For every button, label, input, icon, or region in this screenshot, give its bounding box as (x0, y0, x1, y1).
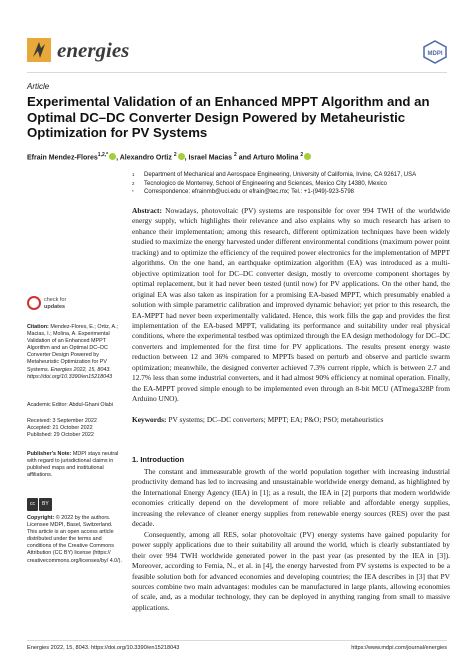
author-name[interactable]: Efrain Mendez-Flores (27, 154, 98, 162)
publisher-note: Publisher’s Note: MDPI stays neutral with regard to jurisdictional claims in published maps and institutional affiliations. (27, 451, 119, 479)
author-list: Efrain Mendez-Flores$^{1,2,*}$ , Alexandro Ortiz $^2$ , Israel Macias $^2$ and Arturo Molina $^2$ (27, 150, 447, 163)
article-type: Article (27, 82, 50, 91)
author-name[interactable]: Israel Macias (188, 154, 233, 162)
cc-by-badge[interactable]: cc BY (27, 498, 123, 511)
author-name[interactable]: Arturo Molina (252, 154, 299, 162)
mdpi-logo-icon (423, 40, 447, 64)
paragraph: The constant and immeasurable growth of the world population together with increasing industrial productivity demand has led to increasing and unsustainable worldwide energy demand, as highlighted by the International Energy Agency (IEA) in [1]; as a result, the IEA in [2] purports that modern worldwide economies critically depend on the development of more reliable and affordable energy supplies, increasing the relevance of cleaner energy supplies from renewable energy sources (RES) over the past decade. (132, 467, 450, 529)
abstract-label: Abstract: (132, 206, 162, 215)
abstract (132, 206, 450, 405)
journal-name: energies (57, 38, 130, 62)
paper-title: Experimental Validation of an Enhanced MPPT Algorithm and an Optimal DC–DC Converter Design Powered by Metaheuristic Optimization for PV Systems (27, 94, 430, 140)
section-heading: 1. Introduction (132, 455, 185, 464)
dates-block (27, 418, 123, 439)
abstract-text: Nowadays, photovoltaic (PV) systems are responsible for over 994 TWH of the worldwide energy supply, which highlights their relevance and also explains why so much research has arisen to enhance their implementation; among this research, different optimization techniques have been widely studied to maximize the energy harvested under different environmental conditions (maximum power point tracking) and to optimize the efficiency of the required power electronics for the implementation of MPPT algorithms. On the one hand, an earthquake optimization algorithm (EA) was introduced as a multi-objective optimization tool for DC–DC converter design, mostly to overcome component shortages by optimal replacement, but it had never been tested (until now) for PV applications. On the other hand, the original EA was also taken as inspiration for a promising EA-based MPPT, which presumably enabled a solution with simple parametric calibration and improved dynamic behavior; yet prior to this research, the EA-MPPT had never been experimentally validated. Hence, this work fills the gap and provides the first implementation of the EA-based MPPT, validating its performance and suitability under real physical conditions, where the experimental testbed was optimized through the EA design methodology for DC–DC converters and implemented for the first time for PV applications. The results present energy waste reduction between 12 and 36% compared to MPPTs based on perturb and observe and particle swarm optimization; meanwhile, the designed converter achieved 7.3% current ripple, which is between 2.7 and 12.7% less than some industrial converters, and it had almost 90% efficiency at nominal operation. Finally, the EA-MPPT proved simple enough to be implemented even through an 8-bit MCU (ATmega328P from Arduino UNO). (132, 206, 450, 404)
affiliation-item: 2 Tecnologico de Monterrey, School of Engineering and Sciences, Mexico City 14380, Mexico (132, 180, 388, 187)
copyright-block: cc BY Copyright: © 2022 by the authors. Licensee MDPI, Basel, Switzerland. This article is an open access article distributed under the terms and conditions of the Creative Commons Attribution (CC BY) license (https:// creativecommons.org/licenses/by/ 4.0/). (27, 494, 123, 565)
footer-journal-link[interactable]: https://www.mdpi.com/journal/energies (351, 645, 447, 651)
paragraph: Consequently, among all RES, solar photovoltaic (PV) energy systems have gained popularity for power supply applications due to their suitability all around the world, which is clearly substantiated by their over 994 TWH worldwide generated power in the past year (as presented by the IEA in [3]). Moreover, according to Femia, N., et al. in [4], the energy harvested from PV systems is expected to be a feasible solution both for advanced economies and developing countries; the IEA describes in [3] that PV sources combine two main advantages: modules can be manufactured in large plants, allowing economies of scale, and, as a modular technology, they can be deployed in anything ranging from small to massive applications. (132, 529, 450, 612)
author-name[interactable]: Alexandro Ortiz (119, 154, 172, 162)
footer-divider (27, 640, 447, 641)
orcid-icon[interactable] (178, 153, 185, 160)
check-updates-icon (27, 296, 41, 310)
accepted-date: Accepted: 21 October 2022 (27, 425, 93, 432)
affiliations (132, 171, 452, 197)
affiliation-item: * Correspondence: efrainmb@uci.edu or efrain@tec.mx; Tel.: +1-(949)-923-5798 (132, 189, 355, 196)
mdpi-logo-text: MDPI (427, 51, 443, 57)
keywords-text: PV systems; DC–DC converters; MPPT; EA; P&O; PSO; metaheuristics (168, 415, 384, 424)
affiliation-item: 1 Department of Mechanical and Aerospace Engineering, University of California, Irvine, CA 92617, USA (132, 172, 417, 178)
keywords (132, 415, 450, 425)
academic-editor: Academic Editor: Abdul-Ghani Olabi (27, 402, 113, 408)
energies-logo-icon (27, 38, 51, 62)
received-date: Received: 3 September 2022 (27, 418, 97, 424)
keywords-label: Keywords: (132, 415, 167, 424)
citation-block: Citation: Mendez-Flores, E.; Ortiz, A.; Macias, I.; Molina, A. Experimental Validation of an Enhanced MPPT Algorithm and an Optimal DC–DC Converter Design Powered by Metaheuristic Optimization for PV Systems. Energies 2022, 15, 8043. https://doi.org/10.3390/en15218043 (27, 324, 119, 380)
journal-header (27, 38, 447, 68)
orcid-icon[interactable] (304, 153, 311, 160)
published-date: Published: 29 October 2022 (27, 432, 94, 439)
orcid-icon[interactable] (109, 153, 116, 160)
introduction-body (132, 467, 450, 613)
footer-citation[interactable]: Energies 2022, 15, 8043. https://doi.org/10.3390/en15218043 (27, 645, 180, 651)
header-divider (27, 72, 447, 73)
check-for-updates-button[interactable]: check for updates (27, 296, 87, 318)
